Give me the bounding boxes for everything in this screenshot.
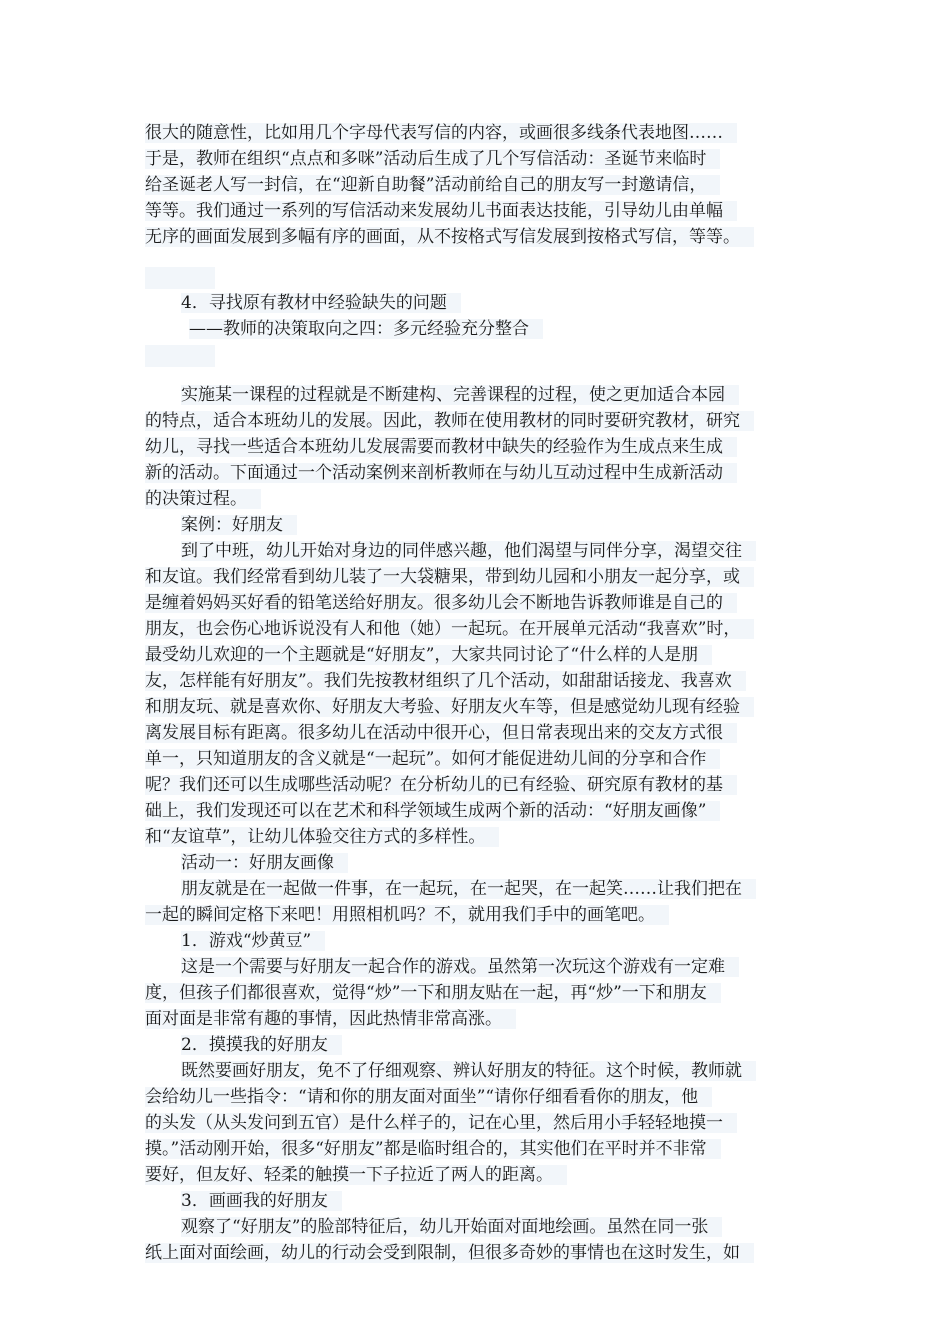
text-line: 一起的瞬间定格下来吧！用照相机吗？不，就用我们手中的画笔吧。 — [145, 902, 825, 928]
step-2 — [145, 1032, 825, 1188]
text-line: 到了中班，幼儿开始对身边的同伴感兴趣，他们渴望与同伴分享，渴望交往 — [145, 538, 825, 564]
text-line: 实施某一课程的过程就是不断建构、完善课程的过程，使之更加适合本园 — [145, 382, 825, 408]
text-line: 和“友谊草”，让幼儿体验交往方式的多样性。 — [145, 824, 825, 850]
top-paragraph — [145, 120, 825, 250]
text-line: 幼儿，寻找一些适合本班幼儿发展需要而教材中缺失的经验作为生成点来生成 — [145, 434, 825, 460]
text-line: 朋友，也会伤心地诉说没有人和他（她）一起玩。在开展单元活动“我喜欢”时， — [145, 616, 825, 642]
section-heading: 4．寻找原有教材中经验缺失的问题 — [145, 290, 825, 316]
text-line: 的决策过程。 — [145, 486, 825, 512]
step-title: 1．游戏“炒黄豆” — [145, 928, 825, 954]
text-line: 离发展目标有距离。很多幼儿在活动中很开心，但日常表现出来的交友方式很 — [145, 720, 825, 746]
text-line: 是缠着妈妈买好看的铅笔送给好朋友。很多幼儿会不断地告诉教师谁是自己的 — [145, 590, 825, 616]
case-title: 案例：好朋友 — [145, 512, 825, 538]
text-line: 度，但孩子们都很喜欢，觉得“炒”一下和朋友贴在一起，再“炒”一下和朋友 — [145, 980, 825, 1006]
text-line: 既然要画好朋友，免不了仔细观察、辨认好朋友的特征。这个时候，教师就 — [145, 1058, 825, 1084]
section-subheading: ——教师的决策取向之四：多元经验充分整合 — [145, 316, 825, 342]
step-1 — [145, 928, 825, 1032]
text-line: 呢？我们还可以生成哪些活动呢？在分析幼儿的已有经验、研究原有教材的基 — [145, 772, 825, 798]
text-line: 等等。我们通过一系列的写信活动来发展幼儿书面表达技能，引导幼儿由单幅 — [145, 198, 825, 224]
text-line: 这是一个需要与好朋友一起合作的游戏。虽然第一次玩这个游戏有一定难 — [145, 954, 825, 980]
document-body — [145, 120, 825, 1266]
text-line: 会给幼儿一些指令：“请和你的朋友面对面坐”“请你仔细看看你的朋友，他 — [145, 1084, 825, 1110]
text-line: 和友谊。我们经常看到幼儿装了一大袋糖果，带到幼儿园和小朋友一起分享，或 — [145, 564, 825, 590]
text-line: 摸。”活动刚开始，很多“好朋友”都是临时组合的，其实他们在平时并不非常 — [145, 1136, 825, 1162]
text-line: 朋友就是在一起做一件事，在一起玩，在一起哭，在一起笑……让我们把在 — [145, 876, 825, 902]
step-3 — [145, 1188, 825, 1266]
text-line: 友，怎样能有好朋友”。我们先按教材组织了几个活动，如甜甜话接龙、我喜欢 — [145, 668, 825, 694]
text-line: 的头发（从头发问到五官）是什么样子的，记在心里，然后用小手轻轻地摸一 — [145, 1110, 825, 1136]
text-line: 最受幼儿欢迎的一个主题就是“好朋友”，大家共同讨论了“什么样的人是朋 — [145, 642, 825, 668]
text-line: 的特点，适合本班幼儿的发展。因此，教师在使用教材的同时要研究教材，研究 — [145, 408, 825, 434]
text-line: 无序的画面发展到多幅有序的画面，从不按格式写信发展到按格式写信，等等。 — [145, 224, 825, 250]
text-line: 础上，我们发现还可以在艺术和科学领域生成两个新的活动：“好朋友画像” — [145, 798, 825, 824]
text-line: 很大的随意性，比如用几个字母代表写信的内容，或画很多线条代表地图…… — [145, 120, 825, 146]
text-line: 观察了“好朋友”的脸部特征后，幼儿开始面对面地绘画。虽然在同一张 — [145, 1214, 825, 1240]
step-title: 3．画画我的好朋友 — [145, 1188, 825, 1214]
step-title: 2．摸摸我的好朋友 — [145, 1032, 825, 1058]
text-line: 新的活动。下面通过一个活动案例来剖析教师在与幼儿互动过程中生成新活动 — [145, 460, 825, 486]
text-line: 单一，只知道朋友的含义就是“一起玩”。如何才能促进幼儿间的分享和合作 — [145, 746, 825, 772]
blank-line — [145, 264, 825, 290]
text-line: 面对面是非常有趣的事情，因此热情非常高涨。 — [145, 1006, 825, 1032]
text-line: 纸上面对面绘画，幼儿的行动会受到限制，但很多奇妙的事情也在这时发生，如 — [145, 1240, 825, 1266]
text-line: 要好，但友好、轻柔的触摸一下子拉近了两人的距离。 — [145, 1162, 825, 1188]
blank-line — [145, 342, 825, 368]
case-paragraph — [145, 538, 825, 850]
text-line: 于是，教师在组织“点点和多咪”活动后生成了几个写信活动：圣诞节来临时 — [145, 146, 825, 172]
activity-title: 活动一：好朋友画像 — [145, 850, 825, 876]
text-line: 给圣诞老人写一封信，在“迎新自助餐”活动前给自己的朋友写一封邀请信， — [145, 172, 825, 198]
activity-intro — [145, 876, 825, 928]
text-line: 和朋友玩、就是喜欢你、好朋友大考验、好朋友火车等，但是感觉幼儿现有经验 — [145, 694, 825, 720]
intro-paragraph — [145, 382, 825, 512]
